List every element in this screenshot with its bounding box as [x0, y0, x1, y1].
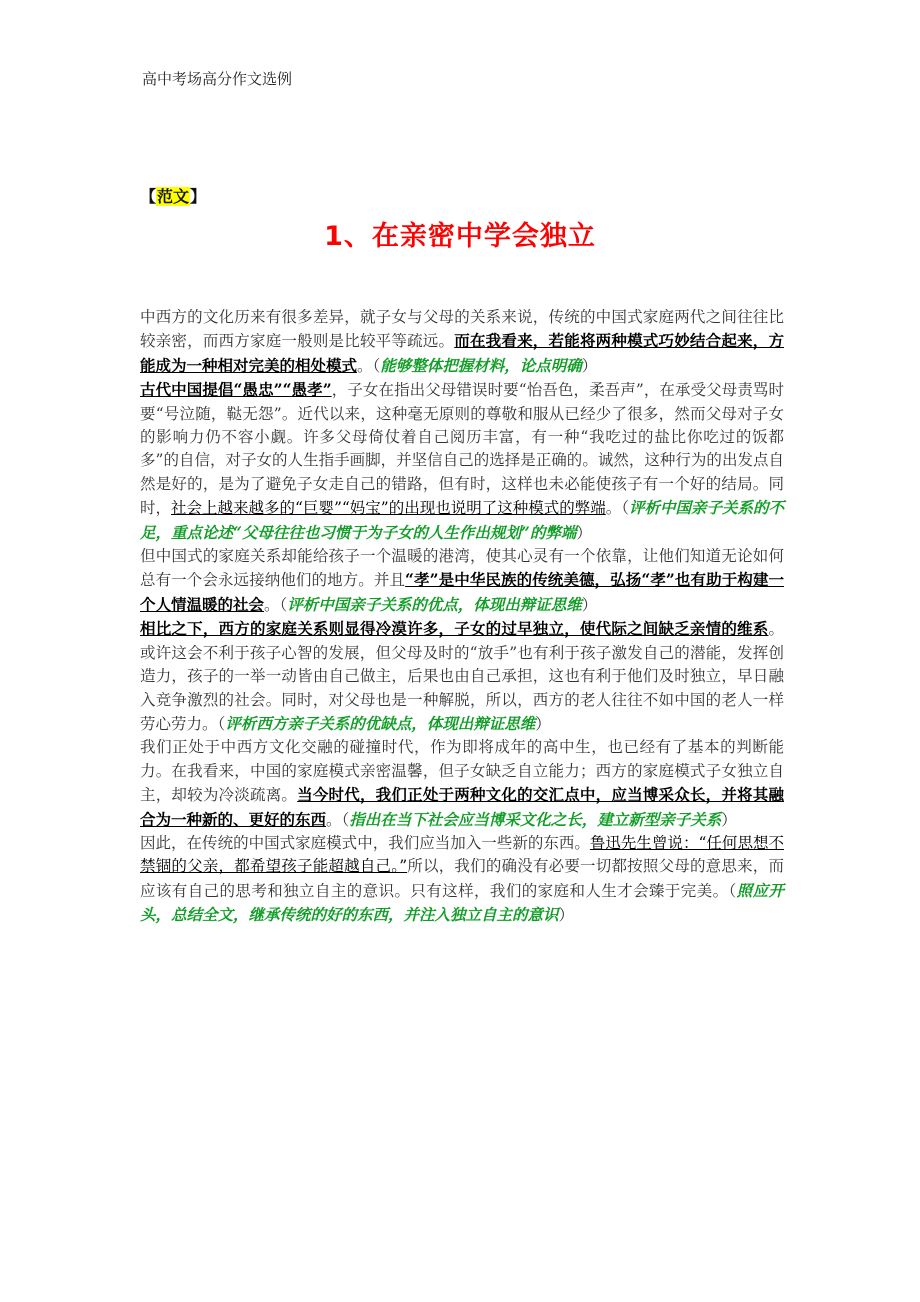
p3-underlined: “孝”是中华民族的传统美德，弘扬“孝”也有助于构建一个人情温暖的社会 — [140, 570, 784, 614]
p2-close-paren: ） — [576, 523, 592, 542]
p1-comment: 能够整体把握材料，论点明确 — [380, 355, 582, 375]
p6-text-2: 所以，我们的确没有必要一切都按照父母的意思来，而应该有自己的思考和独立自主的意识。只有这样，我们的家庭和人生才会臻于完美。（ — [140, 857, 784, 900]
p1-thesis-underlined: 而在我看来，若能将两种模式巧妙结合起来，方能成为一种相对完美的相处模式 — [140, 331, 784, 375]
tag-label-highlighted: 范文 — [157, 187, 190, 206]
p3-text: 但中国式的家庭关系却能给孩子一个温暖的港湾，使其心灵有一个依靠，让他们知道无论如何总有一个会永远接纳他们的地方。并且 — [140, 547, 784, 590]
essay-body — [140, 306, 784, 928]
p4-close-paren: ） — [535, 714, 551, 733]
paragraph-1 — [140, 306, 784, 378]
tag-open-bracket: 【 — [140, 187, 157, 206]
p6-text: 因此，在传统的中国式家庭模式中，我们应当加入一些新的东西。 — [140, 833, 590, 852]
p5-close-paren: ） — [721, 810, 737, 829]
p3-close-paren: ） — [581, 595, 598, 614]
p2-underlined: 社会上越来越多的“巨婴”“妈宝”的出现也说明了这种模式的弊端 — [171, 499, 606, 518]
paragraph-6 — [140, 832, 784, 928]
p2-lead-underlined: 古代中国提倡“愚忠”“愚孝” — [140, 380, 332, 400]
p1-text: 中西方的文化历来有很多差异，就子女与父母的关系来说，传统的中国式家庭两代之间往往比较亲密，而西方家庭一般则是比较平等疏远。 — [140, 308, 784, 351]
p4-comment: 评析西方亲子关系的优缺点，体现出辩证思维 — [225, 713, 536, 733]
p2-comment: 评析中国亲子关系的不足，重点论述“父母往往也习惯于为子女的人生作出规划”的弊端 — [140, 498, 784, 542]
p1-close-paren: ） — [581, 356, 598, 375]
p6-close-paren: ） — [558, 906, 575, 925]
p6-comment: 照应开头，总结全文，继承传统的好的东西，并注入独立自主的意识 — [140, 880, 784, 925]
p5-comment: 指出在当下社会应当博采文化之长，建立新型亲子关系 — [349, 809, 722, 829]
p6-quote-underlined: 鲁迅先生曾说：“任何思想不禁锢的父亲，都希望孩子能超越自己。” — [140, 833, 784, 876]
page-header: 高中考场高分作文选例 — [142, 70, 293, 88]
paragraph-5 — [140, 736, 784, 832]
p2-punct: 。（ — [605, 499, 629, 518]
p4-text: 。或许这会不利于孩子心智的发展，但父母及时的“放手”也有利于孩子激发自己的潜能，发挥创造力，孩子的一举一动皆由自己做主，后果也由自己承担，这也有利于他们及时独立，早日融入竞争激烈的社会。同时，对父母也是一种解脱，所以，西方的老人往往不如中国的老人一样劳心劳力。（ — [140, 620, 784, 733]
p5-text: 我们正处于中西方文化交融的碰撞时代，作为即将成年的高中生，也已经有了基本的判断能力。在我看来，中国的家庭模式亲密温馨，但子女缺乏自立能力；西方的家庭模式子女独立自主，却较为冷淡疏离。 — [140, 738, 784, 805]
p1-punct: 。（ — [357, 356, 381, 375]
section-tag — [140, 184, 206, 207]
paragraph-4 — [140, 617, 784, 736]
p3-punct: 。（ — [264, 595, 288, 614]
p3-comment: 评析中国亲子关系的优点，体现出辩证思维 — [287, 594, 582, 614]
paragraph-2 — [140, 378, 784, 545]
tag-close-bracket: 】 — [190, 187, 207, 206]
essay-title: 1、在亲密中学会独立 — [324, 221, 596, 252]
p5-punct: 。（ — [326, 810, 350, 829]
p2-text: ，子女在指出父母错误时要“怡吾色，柔吾声”，在承受父母责骂时要“号泣随，鞑无怨”。近代以来，这种毫无原则的尊敬和服从已经少了很多，然而父母对子女的影响力仍不容小觑。许多父母倚仗着自己阅历丰富，有一种“我吃过的盐比你吃过的饭都多”的自信，对子女的人生指手画脚，并坚信自己的选择是正确的。诚然，这种行为的出发点自然是好的，是为了避免子女走自己的错路，但有时，这样也未必能使孩子有一个好的结局。同时， — [140, 381, 784, 518]
p5-underlined: 当今时代，我们正处于两种文化的交汇点中，应当博采众长，并将其融合为一种新的、更好的东西 — [140, 785, 784, 829]
paragraph-3 — [140, 545, 784, 617]
p4-lead-underlined: 相比之下，西方的家庭关系则显得冷漠许多，子女的过早独立，使代际之间缺乏亲情的维系 — [140, 619, 769, 639]
